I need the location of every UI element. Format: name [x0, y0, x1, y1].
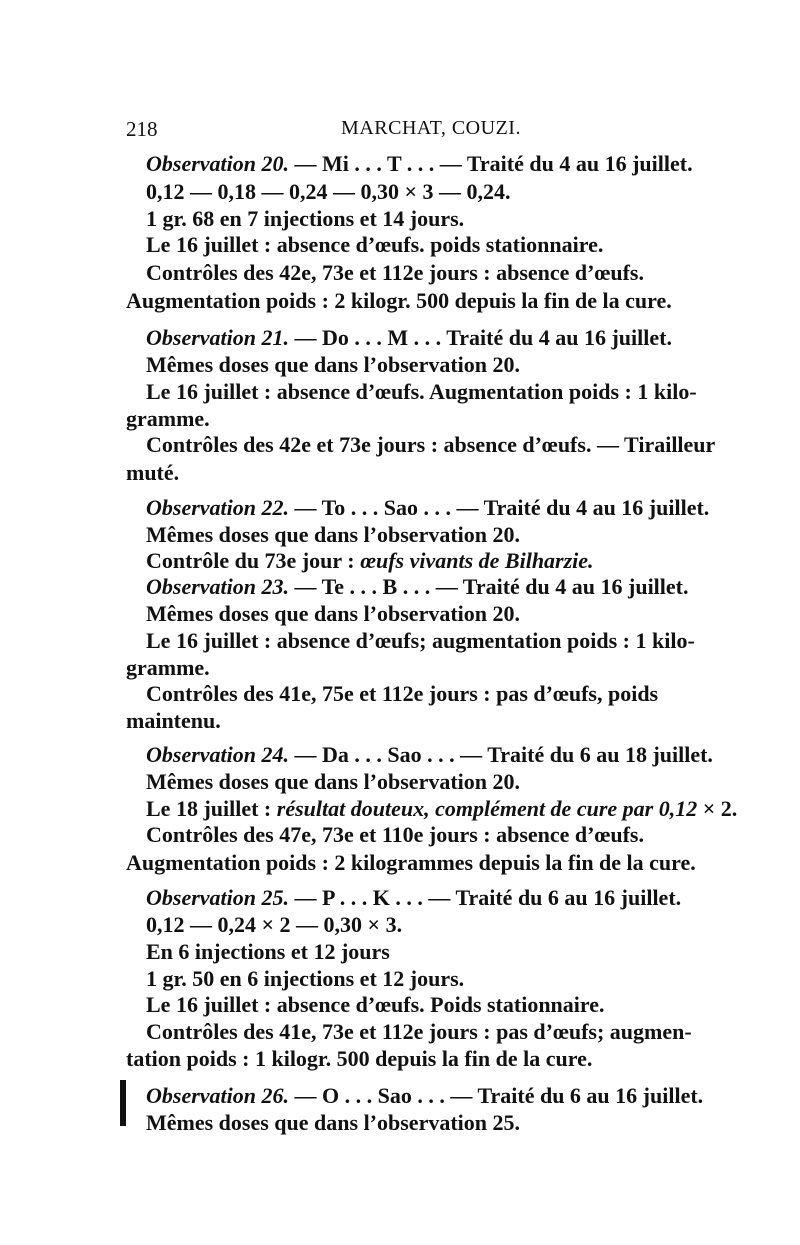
text-line: Mêmes doses que dans l’observation 20.: [146, 352, 521, 377]
observation-heading-line: [146, 494, 709, 522]
text-line: maintenu.: [126, 708, 221, 733]
observation-label: Observation 21.: [146, 325, 289, 350]
text-line: Contrôles des 47e, 73e et 110e jours : absence d’œufs.: [146, 822, 644, 847]
text-line: Le 16 juillet : absence d’œufs. Augmentation poids : 1 kilo-: [146, 379, 697, 404]
line-text: Contrôle du 73e jour :: [146, 548, 361, 573]
line-text: — Do . . . M . . . Traité du 4 au 16 juillet.: [289, 325, 672, 350]
text-line: Mêmes doses que dans l’observation 20.: [146, 522, 521, 547]
text-line: Le 16 juillet : absence d’œufs. poids stationnaire.: [146, 232, 604, 257]
observation-label: Observation 23.: [146, 574, 289, 599]
running-title: MARCHAT, COUZI.: [341, 117, 521, 139]
text-line: Augmentation poids : 2 kilogr. 500 depuis la fin de la cure.: [126, 288, 672, 313]
text-line: Mêmes doses que dans l’observation 25.: [146, 1110, 521, 1135]
text-line: Mêmes doses que dans l’observation 20.: [146, 601, 521, 626]
margin-mark: [120, 1080, 126, 1126]
line-text: × 2.: [697, 796, 738, 821]
observation-heading-line: [146, 150, 693, 178]
text-line: [146, 547, 594, 575]
text-line: 1 gr. 68 en 7 injections et 14 jours.: [146, 206, 465, 231]
observation-label: Observation 20.: [146, 151, 289, 176]
observation-heading-line: [146, 573, 689, 601]
line-text: — O . . . Sao . . . — Traité du 6 au 16 juillet.: [289, 1083, 704, 1108]
observation-heading-line: [146, 884, 681, 912]
observation-heading-line: [146, 741, 713, 769]
observation-label: Observation 24.: [146, 742, 289, 767]
line-text: Le 18 juillet :: [146, 796, 277, 821]
line-text: — To . . . Sao . . . — Traité du 4 au 16 juillet.: [289, 495, 710, 520]
line-text: — Da . . . Sao . . . — Traité du 6 au 18 juillet.: [289, 742, 713, 767]
text-line: Contrôles des 42e et 73e jours : absence d’œufs. — Tirailleur: [146, 432, 716, 457]
line-text: — Mi . . . T . . . — Traité du 4 au 16 juillet.: [289, 151, 693, 176]
italic-text: œufs vivants de Bilharzie.: [360, 548, 594, 573]
text-line: Augmentation poids : 2 kilogrammes depuis la fin de la cure.: [126, 850, 696, 875]
text-line: Le 16 juillet : absence d’œufs; augmentation poids : 1 kilo-: [146, 628, 695, 653]
text-line: Contrôles des 41e, 73e et 112e jours : pas d’œufs; augmen-: [146, 1019, 692, 1044]
text-line: En 6 injections et 12 jours: [146, 939, 390, 964]
text-line: Contrôles des 41e, 75e et 112e jours : pas d’œufs, poids: [146, 681, 659, 706]
observation-label: Observation 26.: [146, 1083, 289, 1108]
text-line: 0,12 — 0,18 — 0,24 — 0,30 × 3 — 0,24.: [146, 179, 511, 204]
text-line: gramme.: [126, 655, 210, 680]
line-text: — Te . . . B . . . — Traité du 4 au 16 juillet.: [289, 574, 689, 599]
observation-label: Observation 22.: [146, 495, 289, 520]
text-line: 1 gr. 50 en 6 injections et 12 jours.: [146, 966, 465, 991]
italic-text: résultat douteux, complément de cure par 0,12: [276, 796, 698, 821]
observation-label: Observation 25.: [146, 885, 289, 910]
text-line: Contrôles des 42e, 73e et 112e jours : absence d’œufs.: [146, 260, 644, 285]
observation-heading-line: [146, 1082, 703, 1110]
text-line: tation poids : 1 kilogr. 500 depuis la fin de la cure.: [126, 1046, 593, 1071]
text-line: muté.: [126, 460, 180, 485]
text-line: Le 16 juillet : absence d’œufs. Poids stationnaire.: [146, 992, 605, 1017]
line-text: — P . . . K . . . — Traité du 6 au 16 juillet.: [289, 885, 682, 910]
text-line: [146, 795, 737, 823]
page-header: [126, 117, 686, 147]
text-line: gramme.: [126, 406, 210, 431]
text-line: 0,12 — 0,24 × 2 — 0,30 × 3.: [146, 912, 403, 937]
page-number: 218: [126, 117, 158, 141]
text-line: Mêmes doses que dans l’observation 20.: [146, 769, 521, 794]
observation-heading-line: [146, 324, 672, 352]
